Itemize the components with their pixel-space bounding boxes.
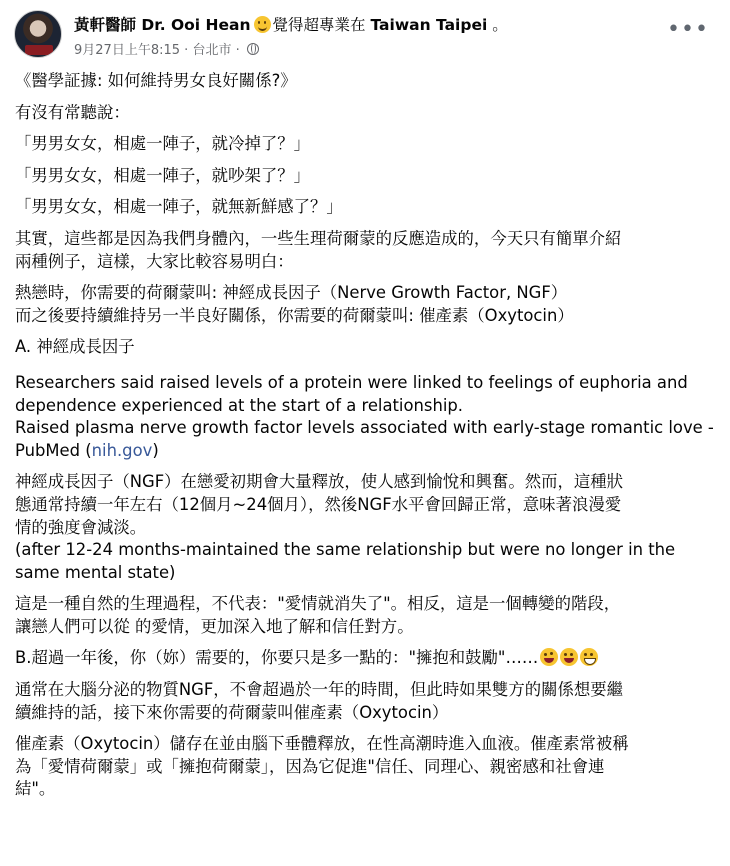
location-link[interactable]: Taiwan Taipei (370, 16, 488, 34)
english-line-2: dependence experienced at the start of a relationship. (15, 395, 463, 415)
explain-line-2: 兩種例子，這樣，大家比較容易明白： (15, 251, 294, 271)
pubmed-close: ) (152, 440, 159, 460)
post-title: 《醫學証據: 如何維持男女良好關係?》 (15, 71, 297, 90)
ngf-line-2: 態通常持續一年左右（12個月~24個月），然後NGF水平會回歸正常，意味著浪漫愛 (15, 494, 622, 514)
love-line-2: 而之後要持續維持另一半良好關係，你需要的荷爾蒙叫: 催產素（Oxytocin） (15, 305, 574, 325)
meta-separator-1: · (184, 43, 189, 58)
explain-line-1: 其實，這些都是因為我們身體內，一些生理荷爾蒙的反應造成的，今天只有簡單介紹 (15, 228, 622, 248)
zany-face-icon (560, 648, 578, 666)
author-name[interactable]: 黃軒醫師 Dr. Ooi Hean (74, 16, 251, 34)
brain-line-1: 通常在大腦分泌的物質NGF，不會超過於一年的時間，但此時如果雙方的關係想要繼 (15, 680, 624, 700)
quote-3: 「男男女女，相處一陣子，就無新鮮感了？」 (15, 197, 343, 217)
quote-2: 「男男女女，相處一陣子，就吵架了？」 (15, 165, 311, 185)
avatar-plaque (25, 45, 53, 55)
post-meta (74, 39, 259, 58)
post-timestamp[interactable]: 9月27日上午8:15 (74, 43, 181, 58)
oxytocin-line-3: 結"。 (15, 779, 56, 799)
author-avatar[interactable] (14, 10, 62, 58)
post-intro: 有沒有常聽說： (15, 102, 130, 122)
natural-line-2: 讓戀人們可以從 的愛情，更加深入地了解和信任對方。 (15, 616, 414, 636)
english-line-3: Raised plasma nerve growth factor levels associated with early-stage romantic love - (15, 418, 714, 438)
ngf-english-1: (after 12-24 months-maintained the same relationship but were no longer in the (15, 540, 676, 560)
section-a-heading: A. 神經成長因子 (15, 337, 135, 357)
oxytocin-line-1: 催產素（Oxytocin）儲存在並由腦下垂體釋放，在性高潮時進入血液。催產素常被稱 (15, 734, 629, 754)
more-options-button[interactable]: ••• (667, 17, 709, 42)
brain-line-2: 續維持的話，接下來你需要的荷爾蒙叫催產素（Oxytocin） (15, 702, 449, 722)
slightly-smiling-face-icon (254, 16, 271, 33)
ngf-line-1: 神經成長因子（NGF）在戀愛初期會大量釋放，使人感到愉悅和興奮。然而，這種狀 (15, 472, 624, 492)
author-line (74, 13, 508, 35)
ngf-line-3: 情的強度會減淡。 (15, 517, 147, 537)
post-body (15, 70, 720, 801)
feeling-text: 覺得超專業 (272, 16, 351, 34)
ngf-english-2: same mental state) (15, 562, 176, 582)
nih-link[interactable]: nih.gov (91, 440, 153, 460)
grinning-squinting-face-icon (580, 648, 598, 666)
winking-face-with-tongue-icon (540, 648, 558, 666)
globe-icon[interactable] (247, 43, 259, 55)
natural-line-1: 這是一種自然的生理過程，不代表："愛情就消失了"。相反，這是一個轉變的階段， (15, 594, 621, 614)
pubmed-text: PubMed ( (15, 440, 92, 460)
post-place[interactable]: 台北市 (192, 43, 232, 58)
english-line-4 (15, 440, 720, 463)
section-b-heading (15, 647, 720, 670)
love-line-1: 熱戀時，你需要的荷爾蒙叫: 神經成長因子（Nerve Growth Factor, NGF） (15, 283, 568, 303)
post-header (0, 0, 730, 68)
location-suffix: 。 (492, 16, 508, 34)
section-b-text: B.超過一年後，你（妳）需要的，你要只是多一點的："擁抱和鼓勵"…… (15, 648, 539, 668)
oxytocin-line-2: 為「愛情荷爾蒙」或「擁抱荷爾蒙」，因為它促進"信任、同理心、親密感和社會連 (15, 756, 605, 776)
english-line-1: Researchers said raised levels of a protein were linked to feelings of euphoria and (15, 372, 688, 392)
location-prefix: 在 (350, 16, 366, 34)
quote-1: 「男男女女，相處一陣子，就冷掉了？」 (15, 134, 311, 154)
meta-separator-2: · (235, 43, 240, 58)
